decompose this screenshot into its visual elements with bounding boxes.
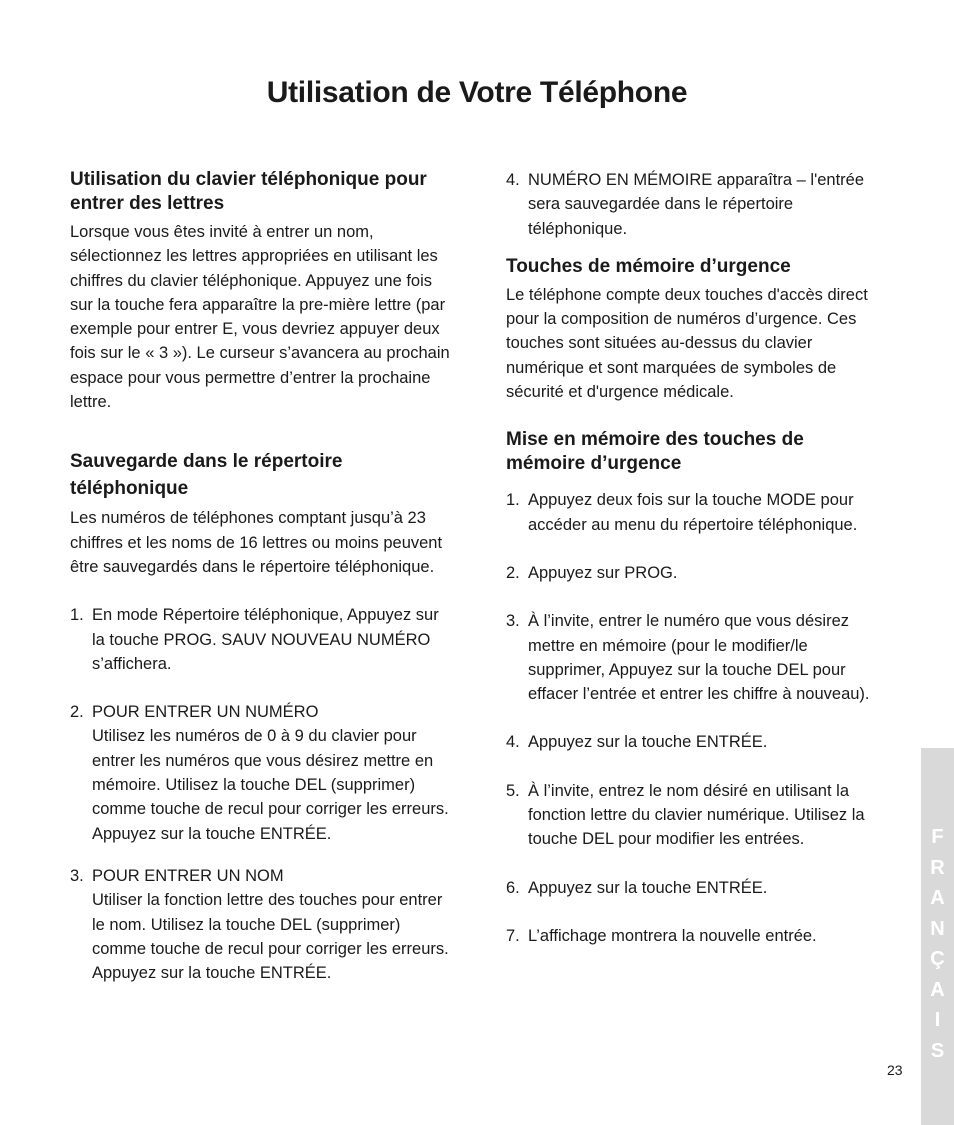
side-tab-letter: S: [930, 1039, 945, 1062]
language-side-tab: [921, 748, 954, 1125]
side-tab-letters: [921, 822, 954, 1066]
list-item: [506, 779, 886, 852]
list-item-text: Utiliser la fonction lettre des touches pour entrer le nom. Utilisez la touche DEL (supprimer) comme touche de recul pour corriger les erreurs. Appuyez sur la touche ENTRÉE.: [92, 891, 449, 983]
list-item-text: NUMÉRO EN MÉMOIRE apparaîtra – l'entrée sera sauvegardée dans le répertoire téléphonique.: [528, 171, 865, 238]
list-item-number: 2.: [70, 703, 84, 722]
side-tab-letter: R: [930, 856, 945, 879]
emergency-steps-list: [506, 488, 886, 948]
list-item-text: En mode Répertoire téléphonique, Appuyez sur la touche PROG. SAUV NOUVEAU NUMÉRO s’affichera.: [92, 606, 439, 673]
section-title-emergency-keys: Touches de mémoire d’urgence: [506, 255, 791, 277]
side-tab-letter: A: [930, 978, 945, 1001]
list-item-number: 6.: [506, 878, 520, 897]
list-item-text: Appuyez sur la touche ENTRÉE.: [528, 733, 768, 752]
list-item-number: 7.: [506, 926, 520, 945]
list-item-text: Appuyez deux fois sur la touche MODE pour accéder au menu du répertoire téléphonique.: [528, 491, 858, 534]
list-item-heading: POUR ENTRER UN NUMÉRO: [92, 703, 319, 722]
page-number: 23: [887, 1062, 903, 1078]
list-item: [506, 609, 886, 706]
list-item: [70, 603, 455, 676]
paragraph-phonebook-save: Les numéros de téléphones comptant jusqu’à 23 chiffres et les noms de 16 lettres ou moins peuvent être sauvegardés dans le répertoire téléphonique.: [70, 509, 443, 576]
list-item-text: À l’invite, entrez le nom désiré en utilisant la fonction lettre du clavier numérique. Utilisez la touche DEL pour modifier les entrées.: [528, 781, 865, 849]
side-tab-letter: I: [934, 1009, 941, 1031]
list-item-heading: POUR ENTRER UN NOM: [92, 866, 284, 885]
list-item-text: Appuyez sur la touche ENTRÉE.: [528, 878, 768, 897]
list-item-number: 3.: [70, 866, 84, 885]
list-item-number: 4.: [506, 171, 520, 189]
list-item: [506, 488, 886, 537]
right-column: [506, 168, 886, 972]
list-item-number: 5.: [506, 781, 520, 800]
list-item-number: 1.: [506, 491, 520, 510]
side-tab-letter: A: [930, 887, 945, 909]
list-item-text: À l’invite, entrer le numéro que vous désirez mettre en mémoire (pour le modifier/le supprimer, Appuyez sur la touche DEL pour effacer l’entrée et entrer les chiffre à nouveau).: [528, 612, 870, 704]
paragraph-keypad-letters: Lorsque vous êtes invité à entrer un nom, sélectionnez les lettres appropriées en utilisant les chiffres du clavier téléphonique. Appuyez une fois sur la touche fera apparaître la pre-mière lettre (par exemple pour entrer E, vous devriez appuyer deux fois sur le « 3 »). Le curseur s’avancera au prochain espace pour vous permettre d’entrer la prochaine lettre.: [70, 223, 450, 412]
side-tab-letter: F: [931, 826, 944, 848]
side-tab-letter: N: [930, 917, 945, 940]
section-title-emergency-memory: Mise en mémoire des touches de mémoire d’urgence: [506, 429, 804, 475]
list-item-number: 1.: [70, 606, 84, 625]
list-item: [506, 561, 886, 585]
page-title: Utilisation de Votre Téléphone: [266, 76, 688, 109]
list-item-number: 2.: [506, 563, 520, 582]
list-item: [506, 168, 886, 241]
phonebook-steps-list: [70, 603, 455, 985]
list-item: [506, 730, 886, 754]
list-item: [70, 700, 455, 846]
section-title-phonebook-save: Sauvegarde dans le répertoire téléphonique: [70, 451, 343, 500]
left-column: [70, 168, 455, 1009]
list-item-number: 3.: [506, 612, 520, 631]
side-tab-letter: Ç: [930, 948, 945, 970]
list-item: [506, 924, 886, 948]
paragraph-emergency-keys: Le téléphone compte deux touches d'accès direct pour la composition de numéros d’urgence. Ces touches sont situées au-dessus du clavier numérique et sont marquées de symboles de sécurité et d'urgence médicale.: [506, 285, 868, 402]
list-item: [70, 864, 455, 985]
list-item-text: Appuyez sur PROG.: [528, 563, 678, 582]
list-item-text: L’affichage montrera la nouvelle entrée.: [528, 926, 817, 945]
list-item-number: 4.: [506, 733, 520, 752]
list-item-text: Utilisez les numéros de 0 à 9 du clavier pour entrer les numéros que vous désirez mettre en mémoire. Utilisez la touche DEL (supprimer) comme touche de recul pour corriger les erreurs. Appuyez sur la touche ENTRÉE.: [92, 727, 449, 843]
list-item: [506, 876, 886, 900]
section-title-keypad-letters: Utilisation du clavier téléphonique pour entrer des lettres: [70, 169, 427, 214]
